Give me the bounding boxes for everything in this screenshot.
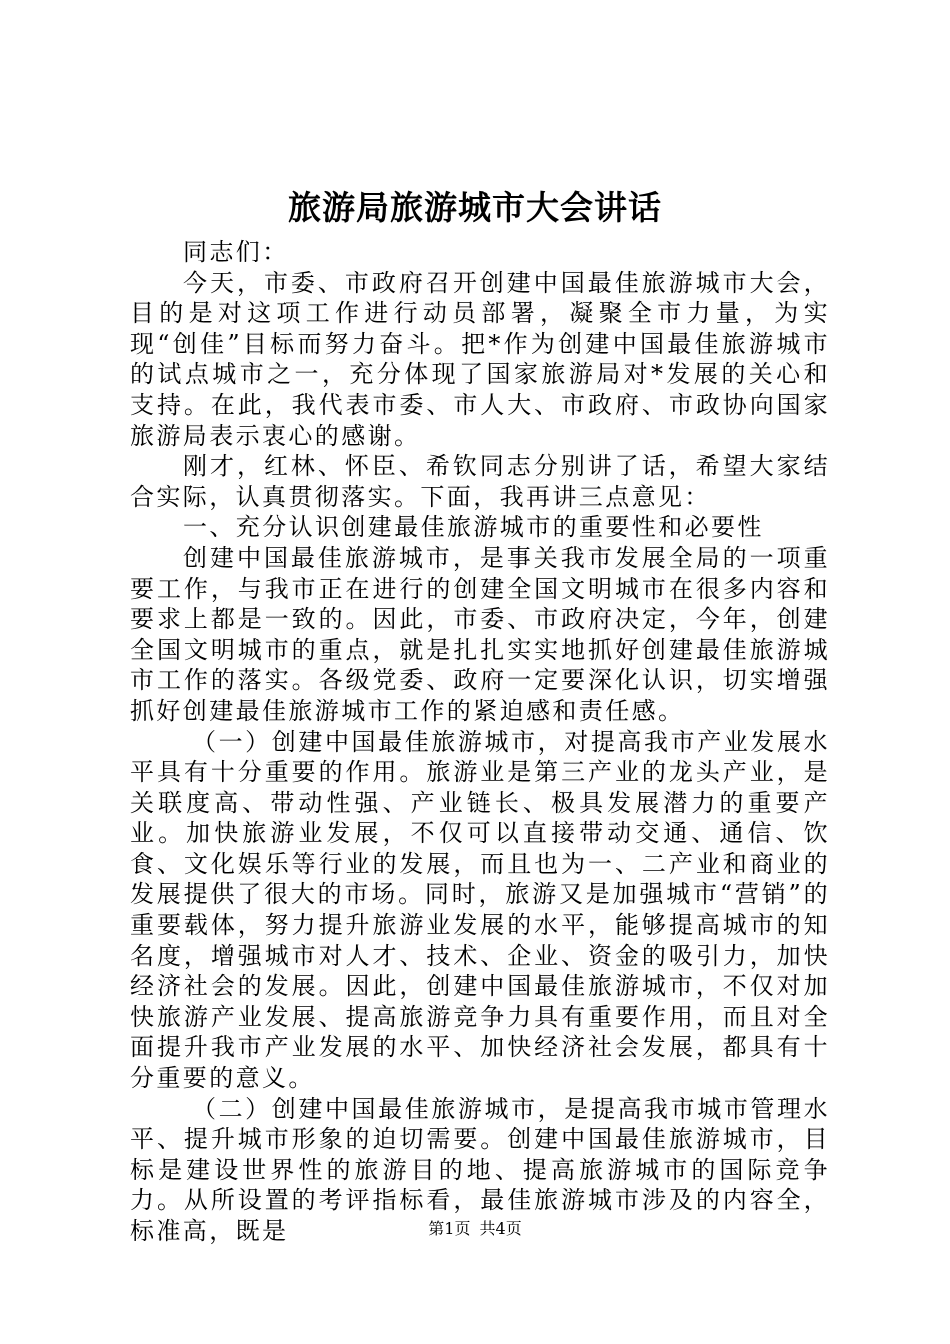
document-body: [130, 237, 830, 1247]
subsection-paragraph: （一）创建中国最佳旅游城市，对提高我市产业发展水平具有十分重要的作用。旅游业是第三产业的龙头产业，是关联度高、带动性强、产业链长、极具发展潜力的重要产业。加快旅游业发展，不仅可以直接带动交通、通信、饮食、文化娱乐等行业的发展，而且也为一、二产业和商业的发展提供了很大的市场。同时，旅游又是加强城市“营销”的重要载体，努力提升旅游业发展的水平，能够提高城市的知名度，增强城市对人才、技术、企业、资金的吸引力，加快经济社会的发展。因此，创建中国最佳旅游城市，不仅对加快旅游产业发展、提高旅游竞争力具有重要作用，而且对全面提升我市产业发展的水平、加快经济社会发展，都具有十分重要的意义。: [130, 727, 830, 1093]
paragraph: 今天，市委、市政府召开创建中国最佳旅游城市大会，目的是对这项工作进行动员部署，凝聚全市力量，为实现“创佳”目标而努力奋斗。把*作为创建中国最佳旅游城市的试点城市之一，充分体现了国家旅游局对*发展的关心和支持。在此，我代表市委、市人大、市政府、市政协向国家旅游局表示衷心的感谢。: [130, 268, 830, 450]
document-title: 旅游局旅游城市大会讲话: [288, 188, 662, 227]
page-footer: [0, 1218, 950, 1240]
page-number: 第1页: [428, 1219, 471, 1238]
section-heading: 一、充分认识创建最佳旅游城市的重要性和必要性: [183, 513, 764, 542]
page-total: 共4页: [479, 1219, 522, 1238]
subsection-paragraph: （二）创建中国最佳旅游城市，是提高我市城市管理水平、提升城市形象的迫切需要。创建中国最佳旅游城市，目标是建设世界性的旅游目的地、提高旅游城市的国际竞争力。从所设置的考评指标看，最佳旅游城市涉及的内容全，标准高，既是: [130, 1094, 830, 1245]
paragraph: 刚才，红林、怀臣、希钦同志分别讲了话，希望大家结合实际，认真贯彻落实。下面，我再讲三点意见：: [130, 452, 830, 511]
salutation: 同志们：: [183, 238, 289, 266]
paragraph: 创建中国最佳旅游城市，是事关我市发展全局的一项重要工作，与我市正在进行的创建全国文明城市在很多内容和要求上都是一致的。因此，市委、市政府决定，今年，创建全国文明城市的重点，就是扎扎实实地抓好创建最佳旅游城市工作的落实。各级党委、政府一定要深化认识，切实增强抓好创建最佳旅游城市工作的紧迫感和责任感。: [130, 543, 830, 725]
